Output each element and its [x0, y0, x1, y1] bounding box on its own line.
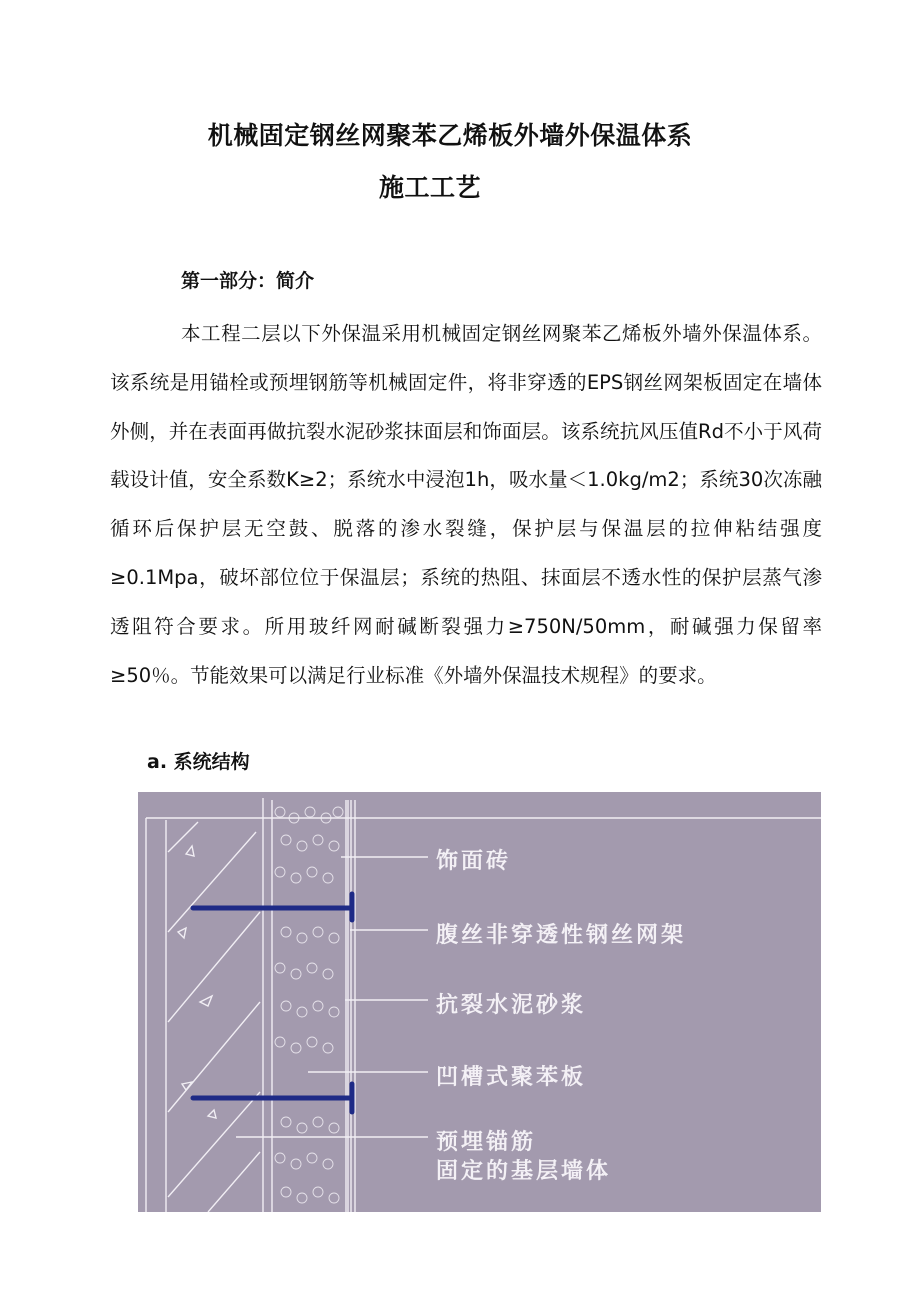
title-line-2: 施工工艺 [378, 173, 481, 202]
body-paragraph [110, 310, 822, 700]
label-grooved-eps-board: 凹槽式聚苯板 [436, 1065, 587, 1090]
subheading-system-structure: a. 系统结构 [147, 751, 250, 773]
title-line-1: 机械固定钢丝网聚苯乙烯板外墙外保温体系 [207, 121, 693, 150]
system-structure-figure [138, 792, 821, 1212]
label-embedded-anchor: 预埋锚筋 [436, 1130, 537, 1155]
label-crack-mortar: 抗裂水泥砂浆 [436, 993, 587, 1018]
section-heading: 第一部分：简介 [181, 270, 315, 292]
label-base-wall: 固定的基层墙体 [436, 1159, 612, 1184]
label-facing-tile: 饰面砖 [436, 849, 512, 874]
paragraph-text: 本工程二层以下外保温采用机械固定钢丝网聚苯乙烯板外墙外保温体系。该系统是用锚栓或预埋钢筋等机械固定件，将非穿透的EPS钢丝网架板固定在墙体外侧，并在表面再做抗裂水泥砂浆抹面层和饰面层。该系统抗风压值Rd不小于风荷载设计值，安全系数K≥2；系统水中浸泡1h，吸水量＜1.0kg/m2；系统30次冻融循环后保护层无空鼓、脱落的渗水裂缝，保护层与保温层的拉伸粘结强度≥0.1Mpa，破坏部位位于保温层；系统的热阻、抹面层不透水性的保护层蒸气渗透阻符合要求。所用玻纤网耐碱断裂强力≥750N/50mm，耐碱强力保留率≥50％。节能效果可以满足行业标准《外墙外保温技术规程》的要求。 [110, 322, 822, 687]
label-steel-mesh-frame: 腹丝非穿透性钢丝网架 [436, 923, 687, 948]
